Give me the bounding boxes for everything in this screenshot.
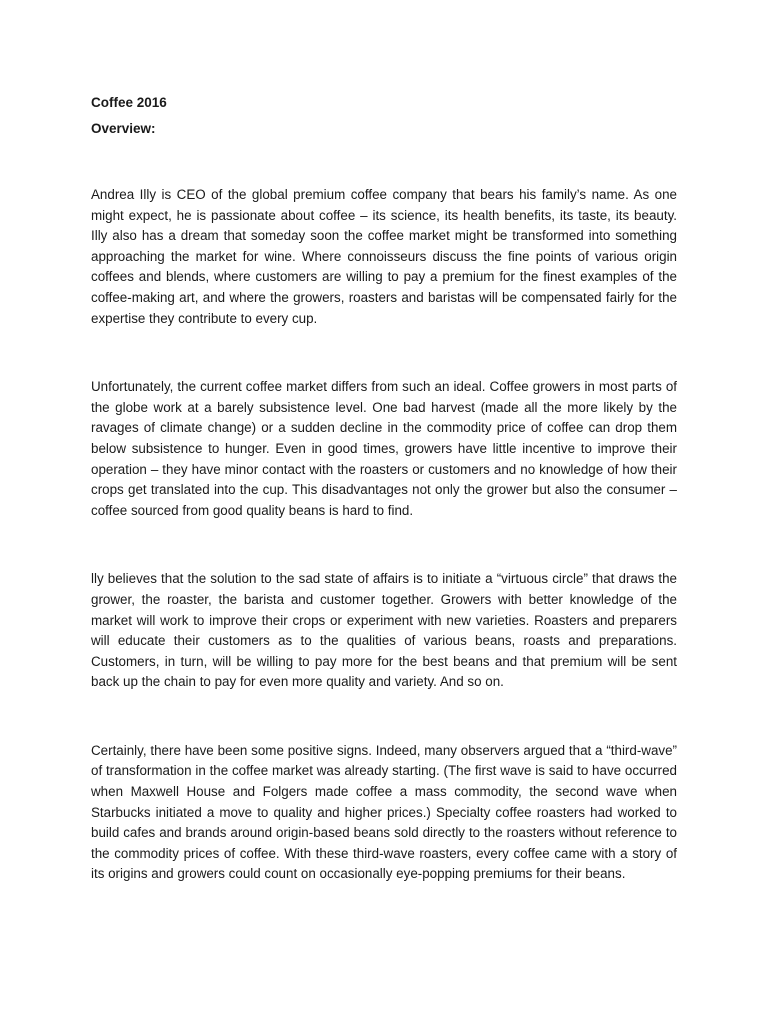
document-title: Coffee 2016	[91, 95, 167, 110]
paragraph-2: Unfortunately, the current coffee market differs from such an ideal. Coffee growers in most parts of the globe work at a barely subsistence level. One bad harvest (made all the more likely by the ravages of climate change) or a sudden decline in the commodity price of coffee can drop them below subsistence to hunger. Even in good times, growers have little incentive to improve their operation – they have minor contact with the roasters or customers and no knowledge of how their crops get translated into the cup. This disadvantages not only the grower but also the consumer – coffee sourced from good quality beans is hard to find.	[91, 379, 677, 518]
paragraph-4: Certainly, there have been some positive signs. Indeed, many observers argued that a “third-wave” of transformation in the coffee market was already starting. (The first wave is said to have occurred when Maxwell House and Folgers made coffee a mass commodity, the second wave when Starbucks initiated a move to quality and higher prices.) Specialty coffee roasters had worked to build cafes and brands around origin-based beans sold directly to the roasters without reference to the commodity prices of coffee. With these third-wave roasters, every coffee came with a story of its origins and growers could count on occasionally eye-popping premiums for their beans.	[91, 742, 677, 882]
section-heading: Overview:	[91, 121, 156, 136]
paragraph-3: lly believes that the solution to the sad state of affairs is to initiate a “virtuous circle” that draws the grower, the roaster, the barista and customer together. Growers with better knowledge of the market will work to improve their crops or experiment with new varieties. Roasters and preparers will educate their customers as to the qualities of various beans, roasts and preparations. Customers, in turn, will be willing to pay more for the best beans and that premium will be sent back up the chain to pay for even more quality and variety. And so on.	[91, 571, 677, 690]
paragraph-1: Andrea Illy is CEO of the global premium coffee company that bears his family’s name. As one might expect, he is passionate about coffee – its science, its health benefits, its taste, its beauty. Illy also has a dream that someday soon the coffee market might be transformed into something approaching the market for wine. Where connoisseurs discuss the fine points of various origin coffees and blends, where customers are willing to pay a premium for the finest examples of the coffee-making art, and where the growers, roasters and baristas will be compensated fairly for the expertise they contribute to every cup.	[91, 187, 677, 326]
document-body	[91, 93, 677, 933]
